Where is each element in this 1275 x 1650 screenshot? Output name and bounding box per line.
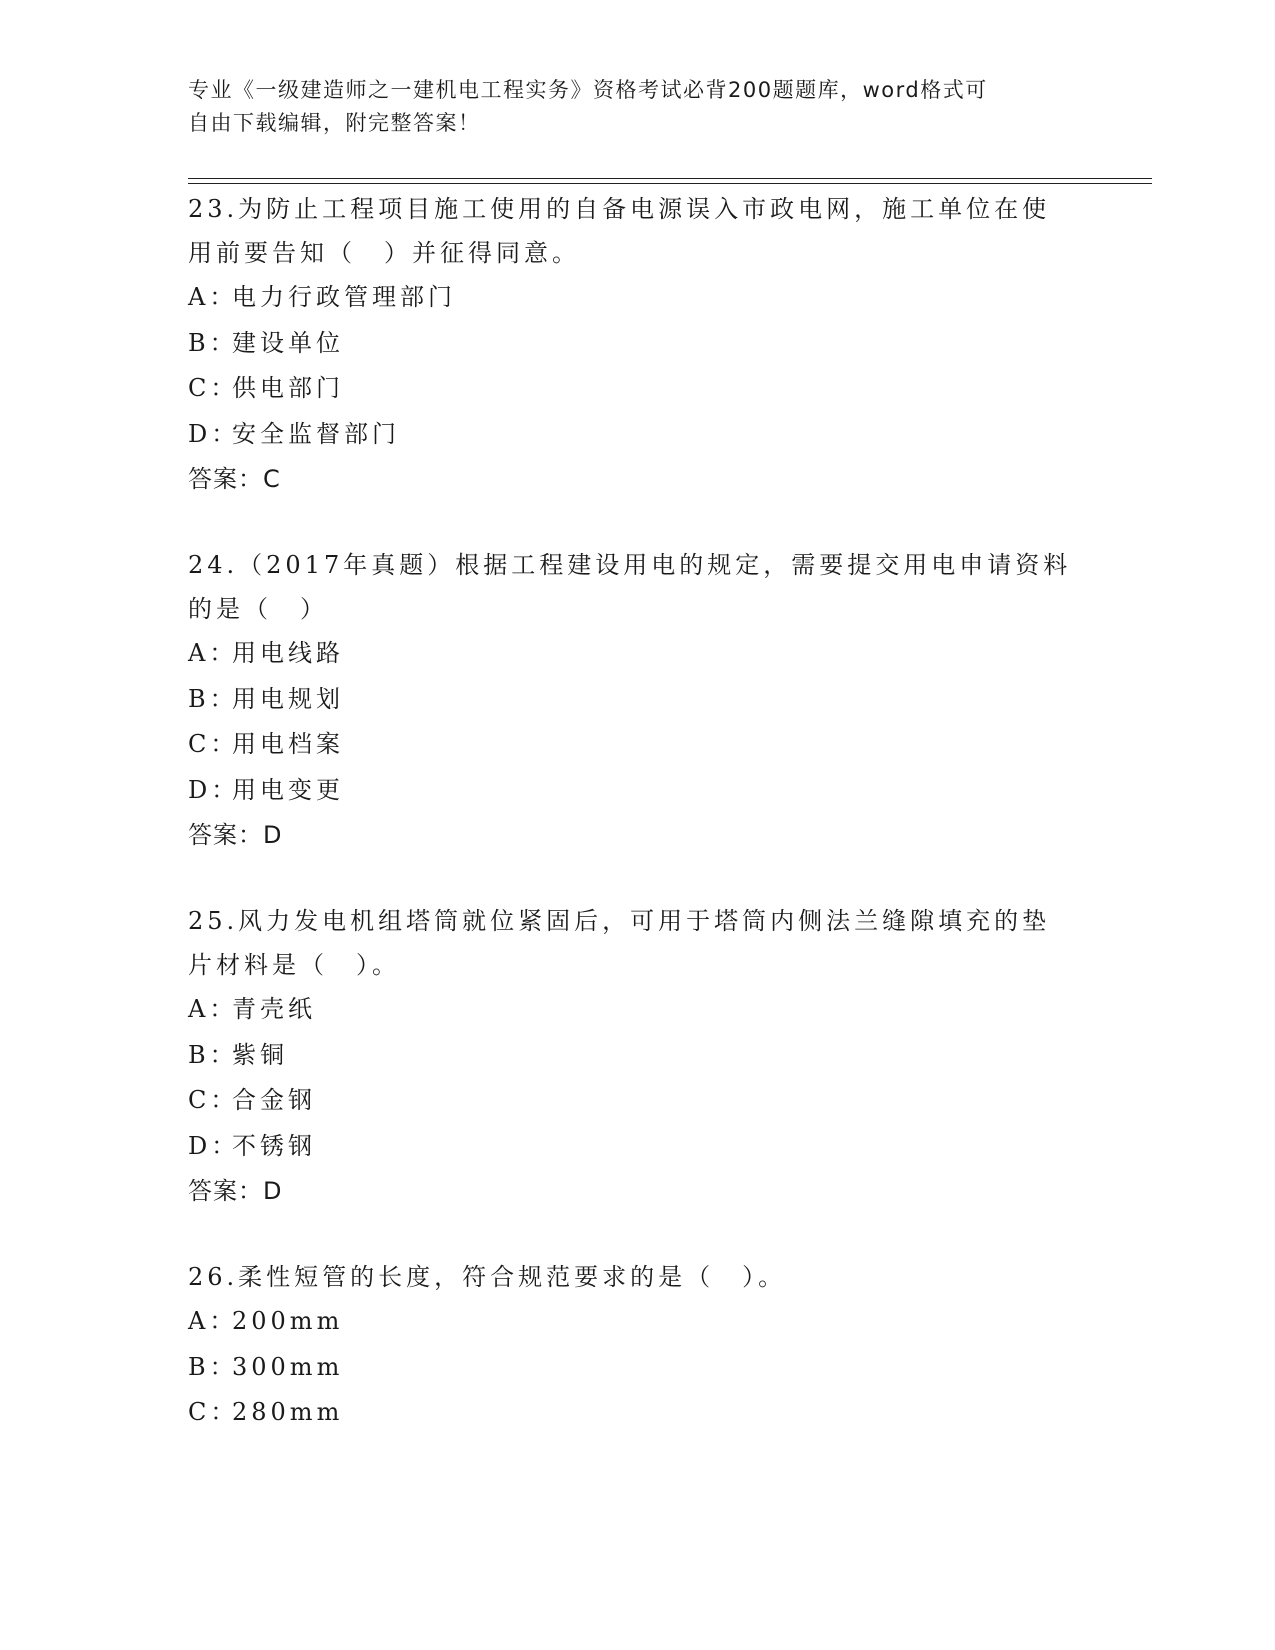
option-b xyxy=(188,1033,1088,1079)
option-d xyxy=(188,412,1088,458)
header-divider-bottom xyxy=(188,183,1152,184)
option-b xyxy=(188,677,1088,723)
option-letter: C： xyxy=(188,1398,239,1426)
option-text: 紫铜 xyxy=(232,1040,288,1069)
question-stem-line: 24.（2017年真题）根据工程建设用电的规定，需要提交用电申请资料 xyxy=(188,551,1072,579)
option-a xyxy=(188,987,1088,1033)
option-letter: C： xyxy=(188,730,239,758)
option-text: 建设单位 xyxy=(232,328,344,357)
option-text: 供电部门 xyxy=(232,374,344,402)
option-letter: B： xyxy=(188,1040,238,1069)
option-text: 300mm xyxy=(232,1352,344,1381)
option-letter: B： xyxy=(188,684,238,713)
question-spacer xyxy=(188,857,1088,899)
question-stem-line: 26.柔性短管的长度，符合规范要求的是（ ）。 xyxy=(188,1263,787,1291)
option-letter: B： xyxy=(188,1352,238,1381)
option-c xyxy=(188,1078,1088,1124)
option-letter: D： xyxy=(188,419,240,448)
option-text: 电力行政管理部门 xyxy=(232,283,456,311)
option-text: 200mm xyxy=(232,1307,344,1335)
option-letter: C： xyxy=(188,374,239,402)
option-letter: A： xyxy=(188,1307,238,1335)
answer-line: 答案：C xyxy=(188,465,281,493)
question-24 xyxy=(188,543,1088,857)
question-stem-line: 的是（ ） xyxy=(188,595,328,623)
option-c xyxy=(188,722,1088,768)
option-a xyxy=(188,631,1088,677)
option-letter: C： xyxy=(188,1086,239,1114)
question-spacer xyxy=(188,501,1088,543)
header-line-1: 专业《一级建造师之一建机电工程实务》资格考试必背200题题库，word格式可 xyxy=(188,78,988,102)
option-letter: B： xyxy=(188,328,238,357)
option-text: 用电档案 xyxy=(232,730,344,758)
option-text: 合金钢 xyxy=(232,1086,316,1114)
option-letter: A： xyxy=(188,639,238,667)
option-text: 用电变更 xyxy=(232,775,344,804)
answer-line: 答案：D xyxy=(188,821,283,849)
option-b xyxy=(188,321,1088,367)
question-23 xyxy=(188,187,1088,501)
question-stem-line: 23.为防止工程项目施工使用的自备电源误入市政电网，施工单位在使 xyxy=(188,195,1051,223)
option-text: 用电规划 xyxy=(232,684,344,713)
header-divider-top xyxy=(188,178,1152,179)
option-letter: D： xyxy=(188,1131,240,1160)
question-26 xyxy=(188,1255,1088,1436)
option-c xyxy=(188,366,1088,412)
option-letter: D： xyxy=(188,775,240,804)
question-25 xyxy=(188,899,1088,1213)
document-header xyxy=(188,74,1068,140)
question-list xyxy=(188,187,1088,1436)
option-text: 不锈钢 xyxy=(232,1131,316,1160)
option-letter: A： xyxy=(188,283,238,311)
option-c xyxy=(188,1390,1088,1436)
option-text: 安全监督部门 xyxy=(232,419,400,448)
option-a xyxy=(188,275,1088,321)
option-text: 280mm xyxy=(232,1398,344,1426)
question-stem-line: 25.风力发电机组塔筒就位紧固后，可用于塔筒内侧法兰缝隙填充的垫 xyxy=(188,907,1051,935)
option-d xyxy=(188,768,1088,814)
option-d xyxy=(188,1124,1088,1170)
option-b xyxy=(188,1345,1088,1391)
option-text: 用电线路 xyxy=(232,639,344,667)
option-a xyxy=(188,1299,1088,1345)
question-stem-line: 片材料是（ ）。 xyxy=(188,951,400,979)
option-letter: A： xyxy=(188,995,238,1023)
option-text: 青壳纸 xyxy=(232,995,316,1023)
question-spacer xyxy=(188,1213,1088,1255)
header-line-2: 自由下载编辑，附完整答案！ xyxy=(188,111,481,135)
answer-line: 答案：D xyxy=(188,1177,283,1205)
question-stem-line: 用前要告知（ ）并征得同意。 xyxy=(188,239,580,267)
